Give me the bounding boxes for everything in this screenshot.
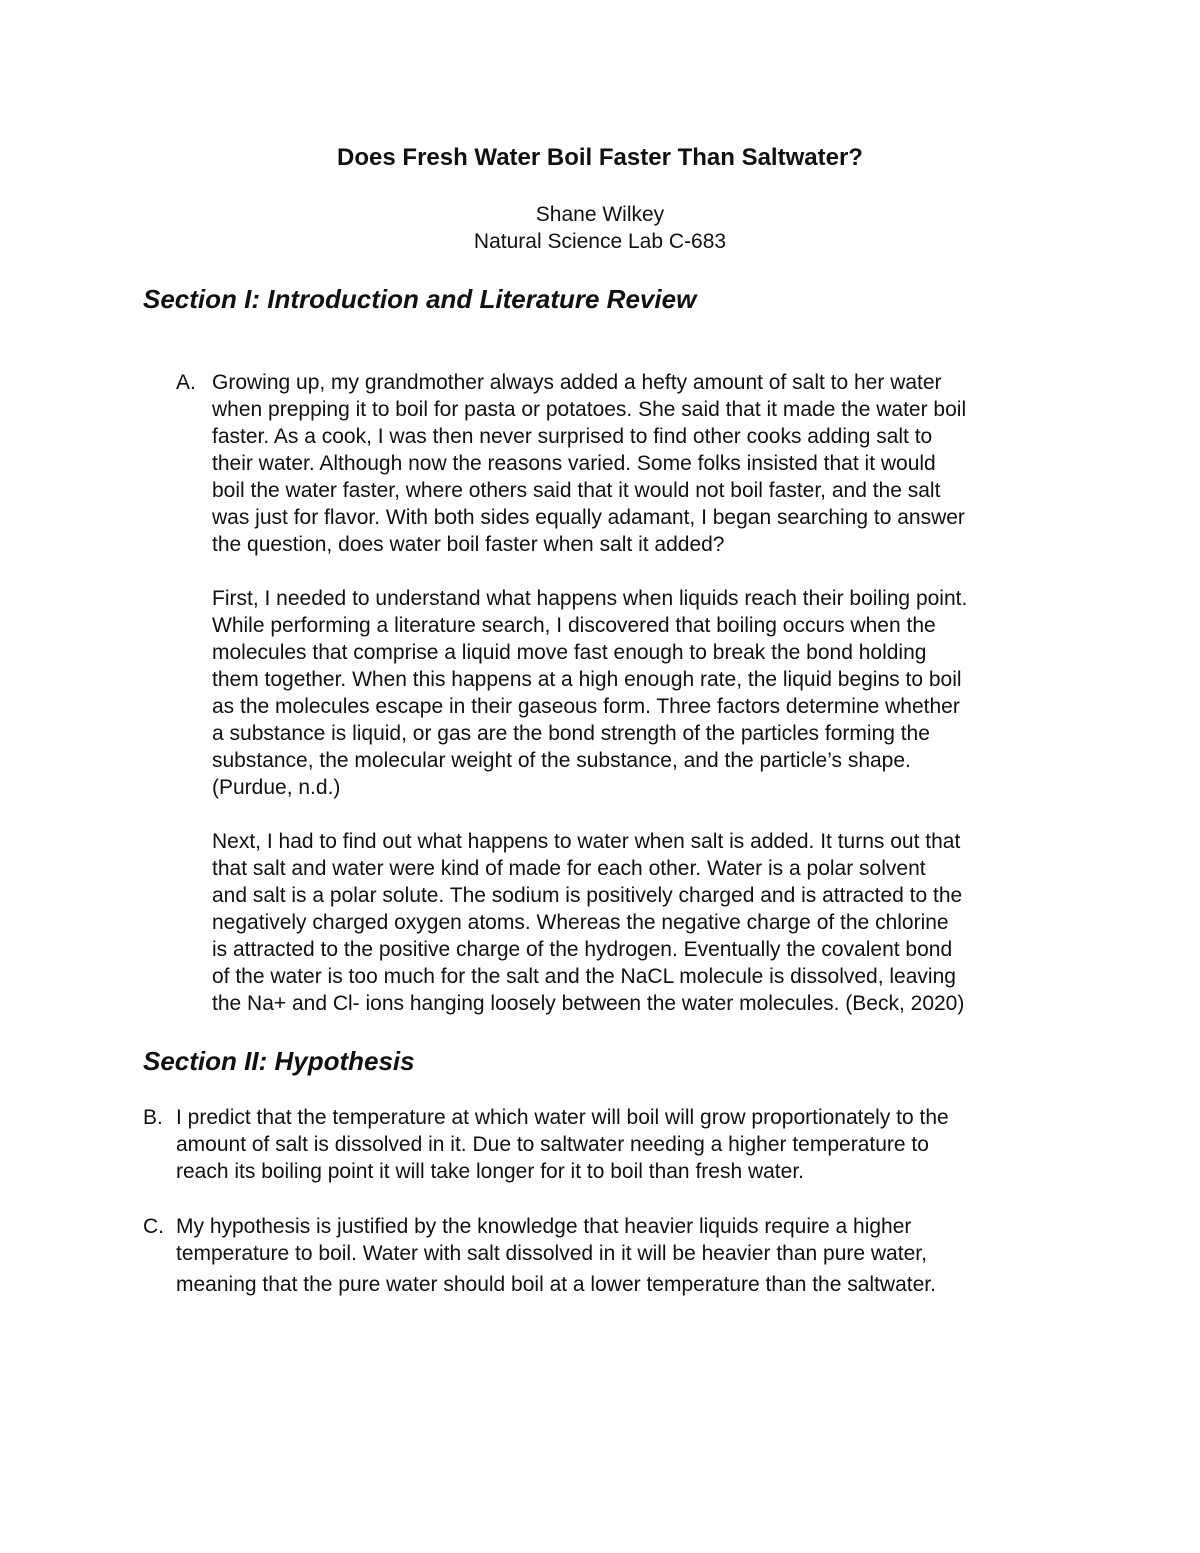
document-title: Does Fresh Water Boil Faster Than Saltwater?	[337, 144, 863, 171]
text-line: the Na+ and Cl- ions hanging loosely between the water molecules. (Beck, 2020)	[212, 992, 965, 1015]
item-b-paragraph	[176, 1104, 949, 1185]
item-b-body	[176, 1104, 949, 1185]
text-line: faster. As a cook, I was then never surprised to find other cooks adding salt to	[212, 425, 933, 448]
item-c-marker: C.	[143, 1215, 164, 1238]
text-line: that salt and water were kind of made for each other. Water is a polar solvent	[212, 857, 926, 880]
section-2-heading: Section II: Hypothesis	[143, 1046, 415, 1076]
text-line: and salt is a polar solute. The sodium is positively charged and is attracted to the	[212, 884, 963, 907]
item-a-paragraph-3	[212, 828, 967, 1017]
text-line: when prepping it to boil for pasta or potatoes. She said that it made the water boil	[212, 398, 967, 421]
text-line: as the molecules escape in their gaseous form. Three factors determine whether	[212, 695, 960, 718]
text-line: a substance is liquid, or gas are the bond strength of the particles forming the	[212, 722, 930, 745]
text-line: them together. When this happens at a high enough rate, the liquid begins to boil	[212, 668, 962, 691]
text-line: of the water is too much for the salt and the NaCL molecule is dissolved, leaving	[212, 965, 956, 988]
text-line: the question, does water boil faster when salt it added?	[212, 533, 725, 556]
text-line: My hypothesis is justified by the knowledge that heavier liquids require a higher	[176, 1215, 912, 1238]
text-line: molecules that comprise a liquid move fast enough to break the bond holding	[212, 641, 927, 664]
text-line: I predict that the temperature at which water will boil will grow proportionately to the	[176, 1106, 949, 1129]
text-line: is attracted to the positive charge of the hydrogen. Eventually the covalent bond	[212, 938, 953, 961]
item-a-paragraph-2	[212, 585, 967, 801]
text-line: While performing a literature search, I discovered that boiling occurs when the	[212, 614, 936, 637]
text-line: temperature to boil. Water with salt dissolved in it will be heavier than pure water,	[176, 1242, 927, 1265]
item-c-paragraph	[176, 1213, 936, 1298]
text-line: their water. Although now the reasons varied. Some folks insisted that it would	[212, 452, 936, 475]
text-line: negatively charged oxygen atoms. Whereas the negative charge of the chlorine	[212, 911, 949, 934]
text-line: was just for flavor. With both sides equally adamant, I began searching to answer	[212, 506, 965, 529]
text-line: boil the water faster, where others said that it would not boil faster, and the salt	[212, 479, 941, 502]
text-line: reach its boiling point it will take longer for it to boil than fresh water.	[176, 1160, 804, 1183]
text-line: substance, the molecular weight of the substance, and the particle’s shape.	[212, 749, 911, 772]
text-line: First, I needed to understand what happens when liquids reach their boiling point.	[212, 587, 968, 610]
text-line: (Purdue, n.d.)	[212, 776, 341, 799]
item-a-marker: A.	[176, 371, 196, 394]
section-1-heading: Section I: Introduction and Literature Review	[143, 284, 697, 314]
text-line: Growing up, my grandmother always added a hefty amount of salt to her water	[212, 371, 942, 394]
text-line: amount of salt is dissolved in it. Due to saltwater needing a higher temperature to	[176, 1133, 929, 1156]
text-line: Next, I had to find out what happens to water when salt is added. It turns out that	[212, 830, 961, 853]
author-name: Shane Wilkey	[535, 203, 665, 226]
text-line: meaning that the pure water should boil at a lower temperature than the saltwater.	[176, 1273, 936, 1296]
item-c-body	[176, 1213, 936, 1298]
item-a-paragraph-1	[212, 369, 967, 558]
item-a-body	[212, 369, 967, 1017]
course-name: Natural Science Lab C-683	[473, 230, 727, 253]
item-b-marker: B.	[143, 1106, 163, 1129]
